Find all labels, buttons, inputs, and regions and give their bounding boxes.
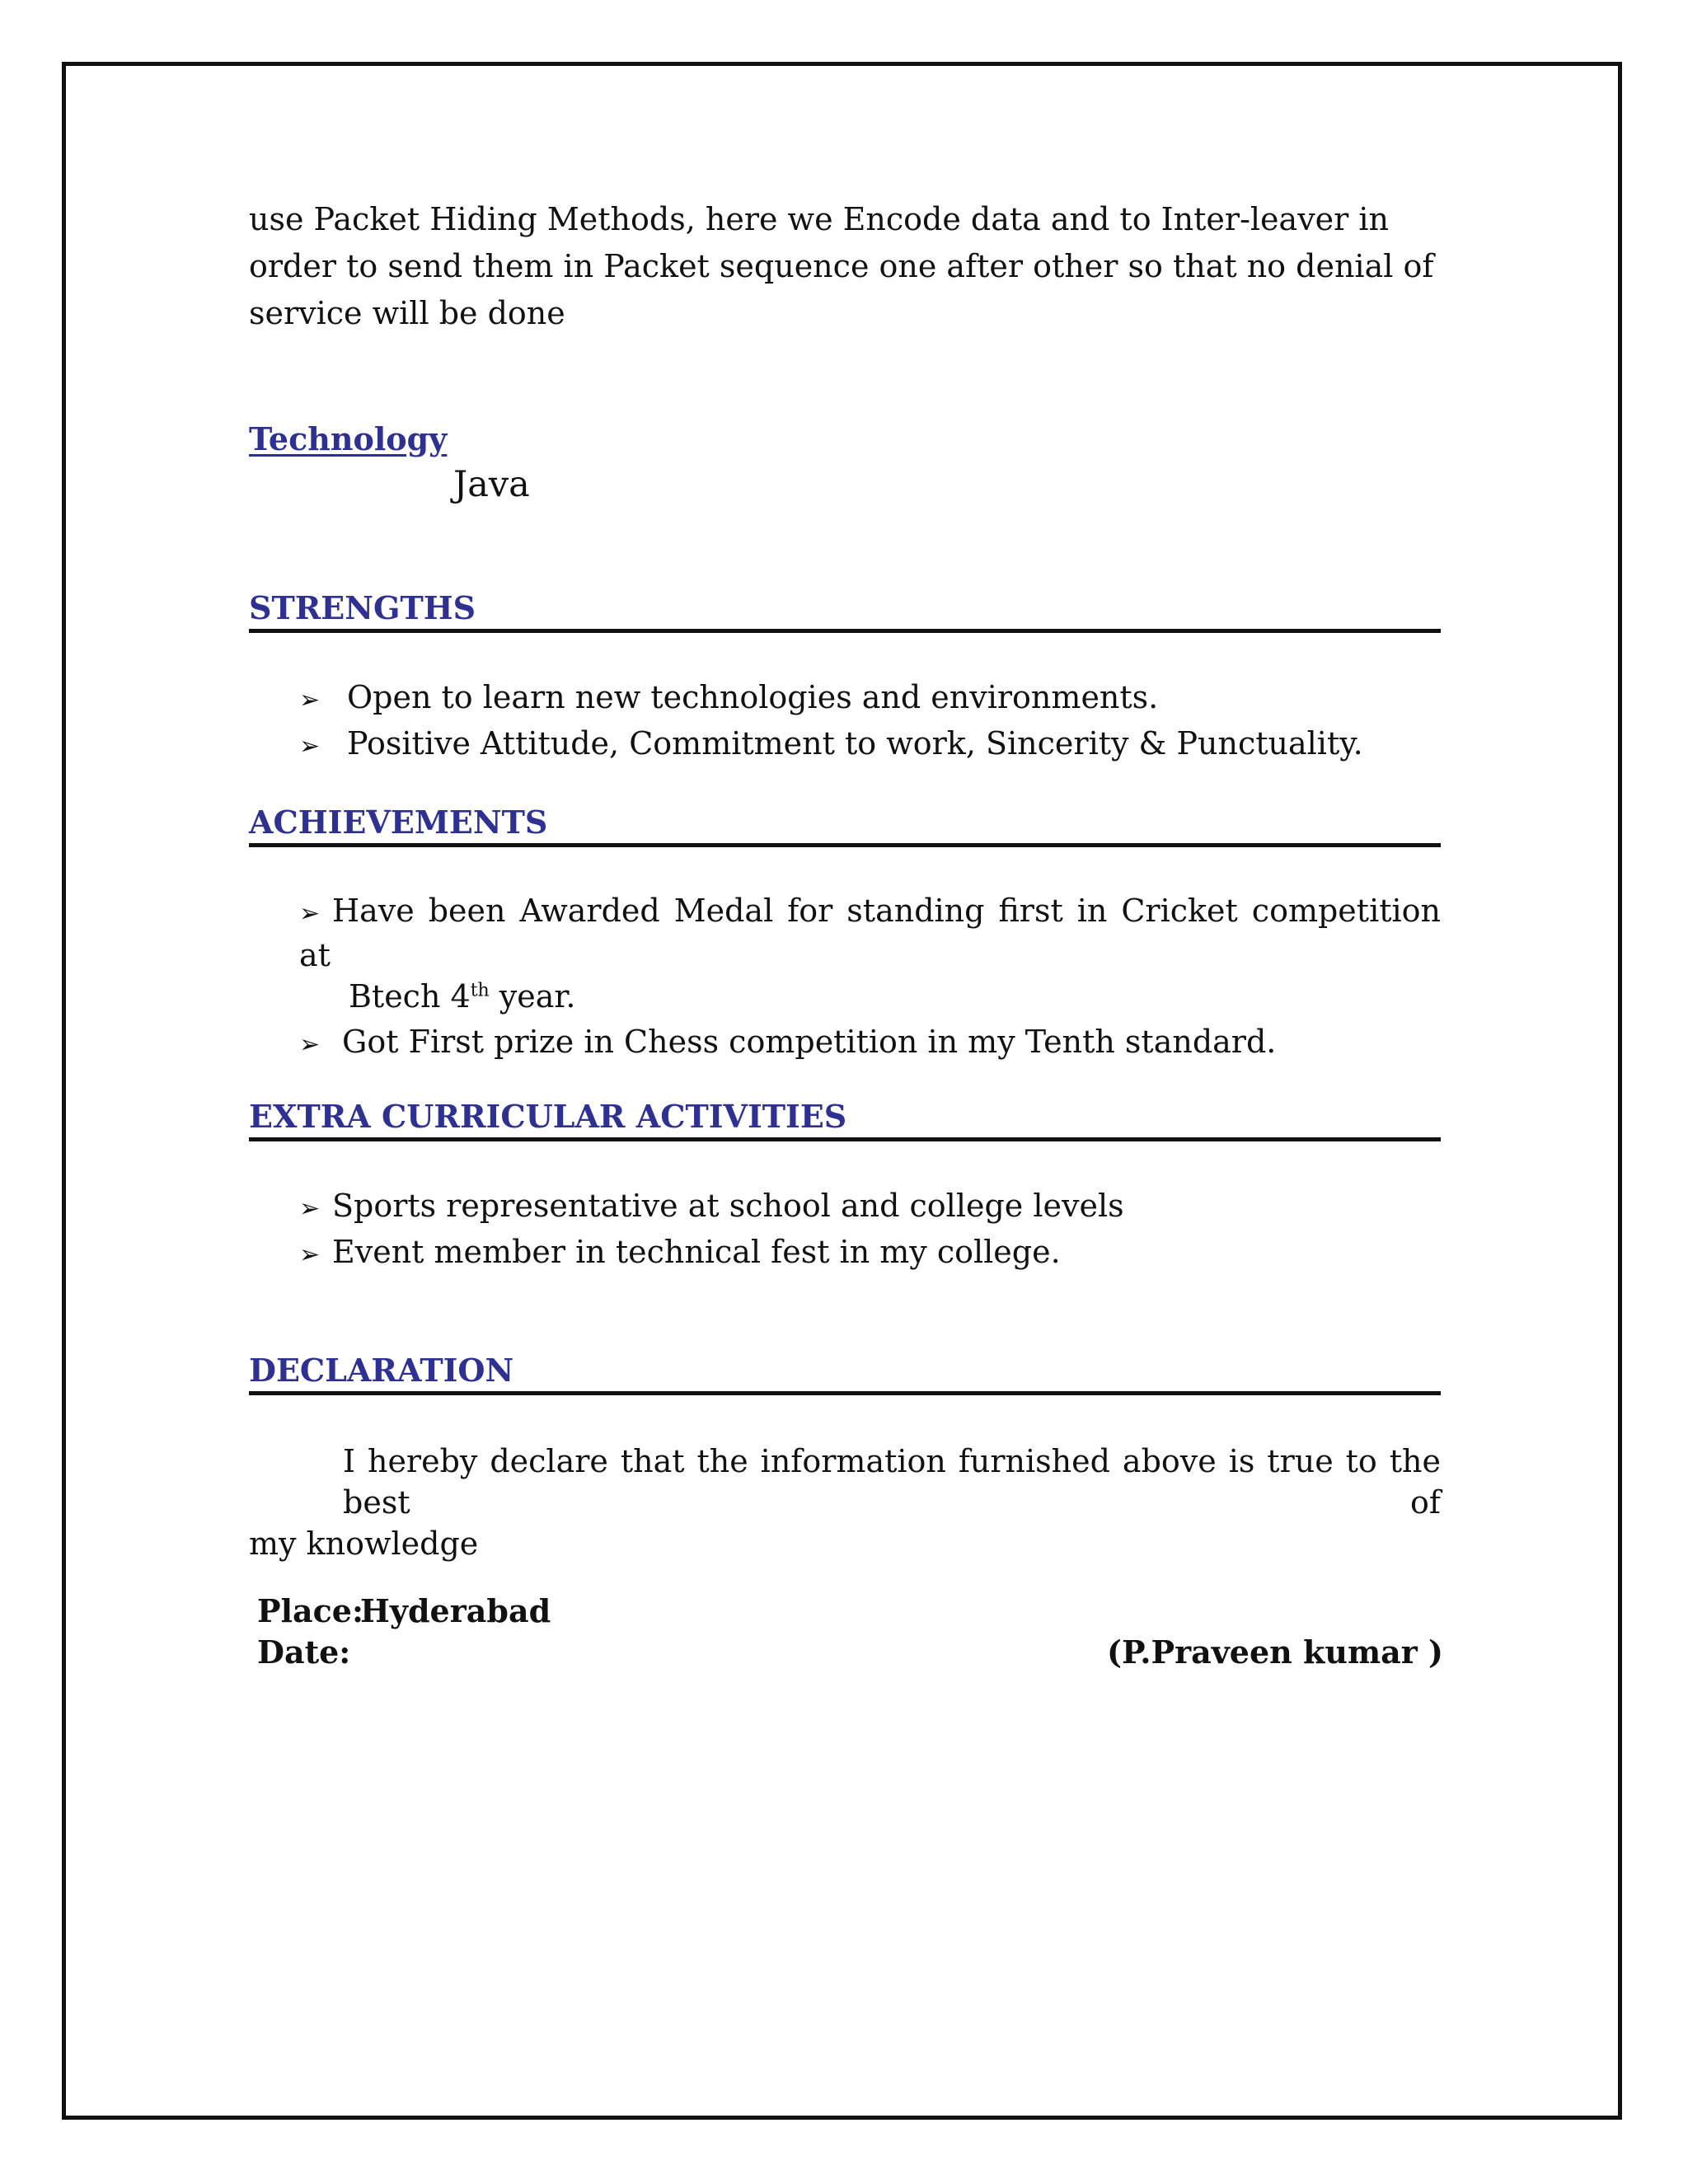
- signatory-name: (P.Praveen kumar ): [1107, 1633, 1444, 1671]
- extra-curricular-list: [299, 1184, 1441, 1277]
- achievement-text-line1: Have been Awarded Medal for standing first in Cricket competition at: [299, 893, 1441, 973]
- achievement-text-line2-end: year.: [489, 978, 576, 1015]
- list-item: [299, 676, 1441, 722]
- arrow-bullet-icon: ➢: [299, 686, 321, 715]
- place-label: Place:: [257, 1592, 363, 1629]
- declaration-line1: I hereby declare that the information furnished above is true to the best of: [343, 1443, 1441, 1521]
- declaration-text: [249, 1441, 1441, 1564]
- list-item: [299, 890, 1441, 1017]
- arrow-bullet-icon: ➢: [299, 1030, 321, 1059]
- list-item: [299, 722, 1441, 768]
- achievements-list: [299, 890, 1441, 1066]
- arrow-bullet-icon: ➢: [299, 1240, 321, 1269]
- intro-paragraph: use Packet Hiding Methods, here we Encode data and to Inter-leaver in order to send them in Packet sequence one after other so that no denial of service will be done: [249, 201, 1434, 331]
- activity-text: Event member in technical fest in my college.: [332, 1234, 1061, 1270]
- date-label: Date:: [257, 1633, 351, 1671]
- extra-curricular-heading: EXTRA CURRICULAR ACTIVITIES: [249, 1098, 1441, 1141]
- page-border: [62, 62, 1622, 2120]
- technology-value: Java: [453, 464, 530, 505]
- arrow-bullet-icon: ➢: [299, 899, 321, 928]
- ordinal-suffix: th: [470, 980, 490, 1001]
- achievement-text: Got First prize in Chess competition in my Tenth standard.: [342, 1024, 1277, 1060]
- achievement-text-line2: Btech 4: [349, 978, 471, 1015]
- strength-text: Positive Attitude, Commitment to work, Sincerity & Punctuality.: [347, 725, 1363, 762]
- strengths-heading: STRENGTHS: [249, 589, 1441, 633]
- arrow-bullet-icon: ➢: [299, 732, 321, 761]
- arrow-bullet-icon: ➢: [299, 1194, 321, 1223]
- list-item: [299, 1230, 1441, 1277]
- technology-heading: Technology: [249, 420, 448, 457]
- declaration-line2: my knowledge: [249, 1526, 479, 1562]
- list-item: [299, 1184, 1441, 1230]
- strengths-list: [299, 676, 1441, 768]
- activity-text: Sports representative at school and college levels: [332, 1188, 1124, 1224]
- place-value: Hyderabad: [360, 1592, 551, 1629]
- list-item: [299, 1020, 1441, 1066]
- declaration-heading: DECLARATION: [249, 1352, 1441, 1395]
- strength-text: Open to learn new technologies and environments.: [347, 679, 1159, 715]
- achievements-heading: ACHIEVEMENTS: [249, 804, 1441, 847]
